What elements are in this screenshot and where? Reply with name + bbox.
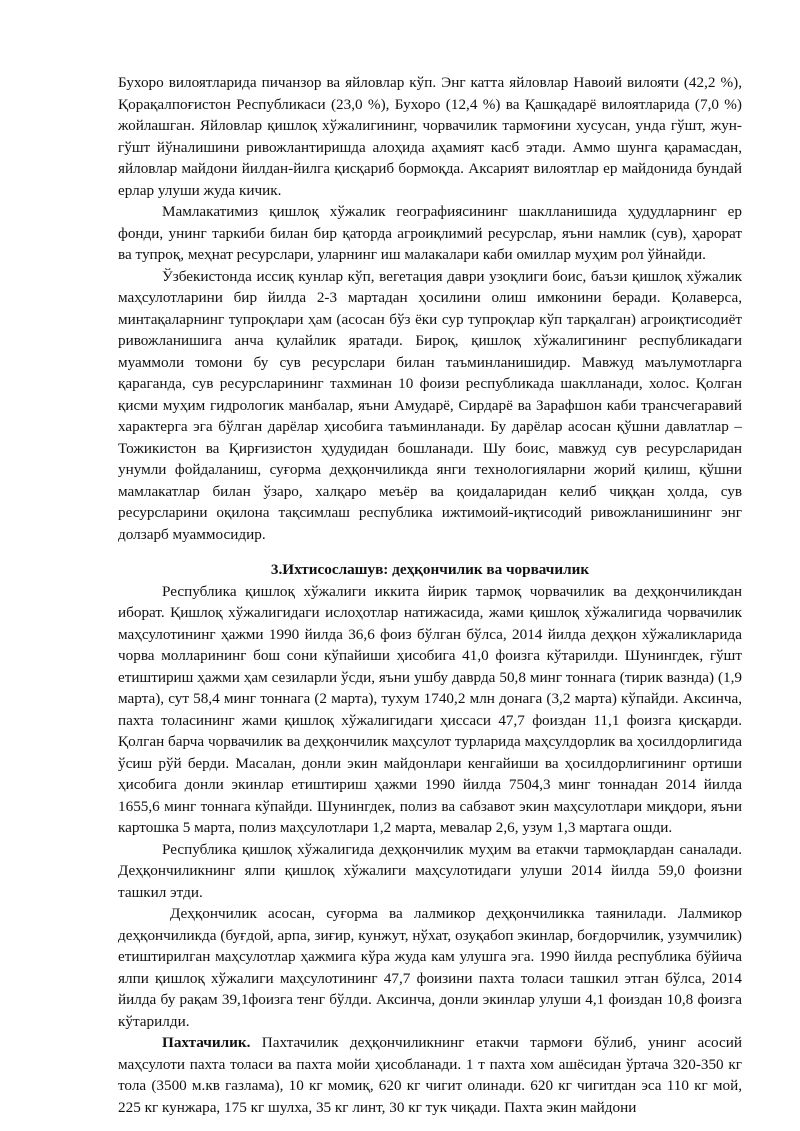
- cotton-heading: Пахтачилик.: [162, 1034, 251, 1051]
- paragraph-cotton: [118, 1032, 742, 1118]
- section-heading: 3.Ихтисослашув: деҳқончилик ва чорвачилик: [270, 561, 590, 578]
- cotton-text: Пахтачилик деҳқончиликнинг етакчи тармоғи бўлиб, унинг асосий маҳсулоти пахта толаси ва пахта мойи ҳисобланади. 1 т пахта хом ашёсидан ўртача 320-350 кг тола (3500 м.кв газлама), 10 кг момиқ, 620 кг чигит олинади. 620 кг чигитдан эса 110 кг мой, 225 кг кунжара, 175 кг шулха, 35 кг линт, 30 кг тук чиқади. Пахта экин майдони: [118, 1034, 742, 1116]
- paragraph-rainfed-farming: Деҳқончилик асосан, суғорма ва лалмикор деҳқончиликка таянилади. Лалмикор деҳқончиликда (буғдой, арпа, зиғир, кунжут, нўхат, озуқабоп экинлар, боғдорчилик, узумчилик) етиштирилган маҳсулотлар ҳажмига кўра жуда кам улушга эга. 1990 йилда республика бўйича ялпи қишлоқ хўжалиги маҳсулотининг 47,7 фоизини пахта толаси ташкил этган бўлса, 2014 йилда бу рақам 39,1фоизга тенг бўлди. Аксинча, донли экинлар улуши 4,1 фоиздан 10,8 фоизга кўтарилди.: [118, 905, 742, 1030]
- paragraph-farming-share: Республика қишлоқ хўжалигида деҳқончилик муҳим ва етакчи тармоқлардан саналади. Деҳқончиликнинг ялпи қишлоқ хўжалиги маҳсулотидаги улуши 2014 йилда 59,0 фоизни ташкил этди.: [118, 840, 742, 901]
- paragraph-water-resources: Ўзбекистонда иссиқ кунлар кўп, вегетация даври узоқлиги боис, баъзи қишлоқ хўжалик маҳсулотларини бир йилда 2-3 мартадан ҳосилини олиш имконини беради. Қолаверса, минтақаларнинг тупроқлари ҳам (асосан бўз ёки сур тупроқлар кўп тарқалган) агроиқтисодиёт ривожланишига анча қулайлик яратади. Бироқ, қишлоқ хўжалигининг республикадаги муаммоли томони бу сув ресурслари билан таъминланишидир. Мавжуд маълумотларга қараганда, сув ресурсларининг тахминан 10 фоизи республикада шаклланади, холос. Қолган қисми муҳим гидрологик манбалар, яъни Амударё, Сирдарё ва Зарафшон каби трансчегаравий характерга эга бўлган дарёлар ҳисобига таъминланади. Бу дарёлар асосан қўшни давлатлар – Тожикистон ва Қирғизистон ҳудудидан бошланади. Шу боис, мавжуд сув ресурсларидан унумли фойдаланиш, суғорма деҳқончиликда янги технологияларни жорий қилиш, қўшни мамлакатлар билан ўзаро, халқаро меъёр ва қоидаларидан келиб чиққан ҳолда, сув ресурсларини оқилона тақсимлаш республика ижтимоий-иқтисодий ривожланишининг энг долзарб муаммосидир.: [118, 267, 742, 543]
- paragraph-specialization: Республика қишлоқ хўжалиги иккита йирик тармоқ чорвачилик ва деҳқончиликдан иборат. Қишлоқ хўжалигидаги ислоҳотлар натижасида, жами қишлоқ хўжалигида чорвачилик маҳсулотининг ҳажми 1990 йилда 36,6 фоиз бўлган бўлса, 2014 йилда деҳқон хўжаликларида чорва молларининг бош сони кўпайиши ҳисобига 41,0 фоизга кўтарилди. Шунингдек, гўшт етиштириш ҳажми ҳам сезиларли ўсди, яъни ушбу даврда 50,8 минг тоннага (тирик вазнда) (1,9 марта), сут 58,4 минг тоннага (2 марта), тухум 1740,2 млн донага (3,2 марта) кўпайди. Аксинча, пахта толасининг жами қишлоқ хўжалигидаги ҳиссаси 47,7 фоиздан 11,1 фоизга қисқарди. Қолган барча чорвачилик ва деҳқончилик маҳсулот турларида маҳсулдорлик ва ҳосилдорлигида ўсиш рўй берди. Масалан, донли экин майдонлари кенгайиши ва ҳосилдорлигининг ортиши ҳисобига донли экинлар етиштириш ҳажми 1990 йилда 7504,3 минг тоннадан 2014 йилда 1655,6 минг тоннага кўпайди. Шунингдек, полиз ва сабзавот экин маҳсулотлари миқдори, яъни картошка 5 марта, полиз маҳсулотлари 1,2 марта, мевалар 2,6, узум 1,3 мартага ошди.: [118, 582, 742, 836]
- document-page: [118, 72, 742, 1118]
- paragraph-geography-factors: Мамлакатимиз қишлоқ хўжалик географиясининг шаклланишида ҳудудларнинг ер фонди, унинг таркиби билан бир қаторда агроиқлимий ресурслар, яъни намлик (сув), ҳарорат ва тупроқ, меҳнат ресурслари, уларнинг иш малакалари каби омиллар муҳим рол ўйнайди.: [118, 203, 742, 263]
- paragraph-pastures: Бухоро вилоятларида пичанзор ва яйловлар кўп. Энг катта яйловлар Навоий вилояти (42,2 %), Қорақалпоғистон Республикаси (23,0 %), Бухоро (12,4 %) ва Қашқадарё вилоятларида (7,0 %) жойлашган. Яйловлар қишлоқ хўжалигининг, чорвачилик тармоғини хусусан, унда гўшт, жун-гўшт йўналишини ривожлантиришда алоҳида аҳамият касб этади. Аммо шунга қарамасдан, яйловлар майдони йилдан-йилга қисқариб бормоқда. Аксарият вилоятлар ер майдонида бундай ерлар улуши жуда кичик.: [118, 74, 742, 199]
